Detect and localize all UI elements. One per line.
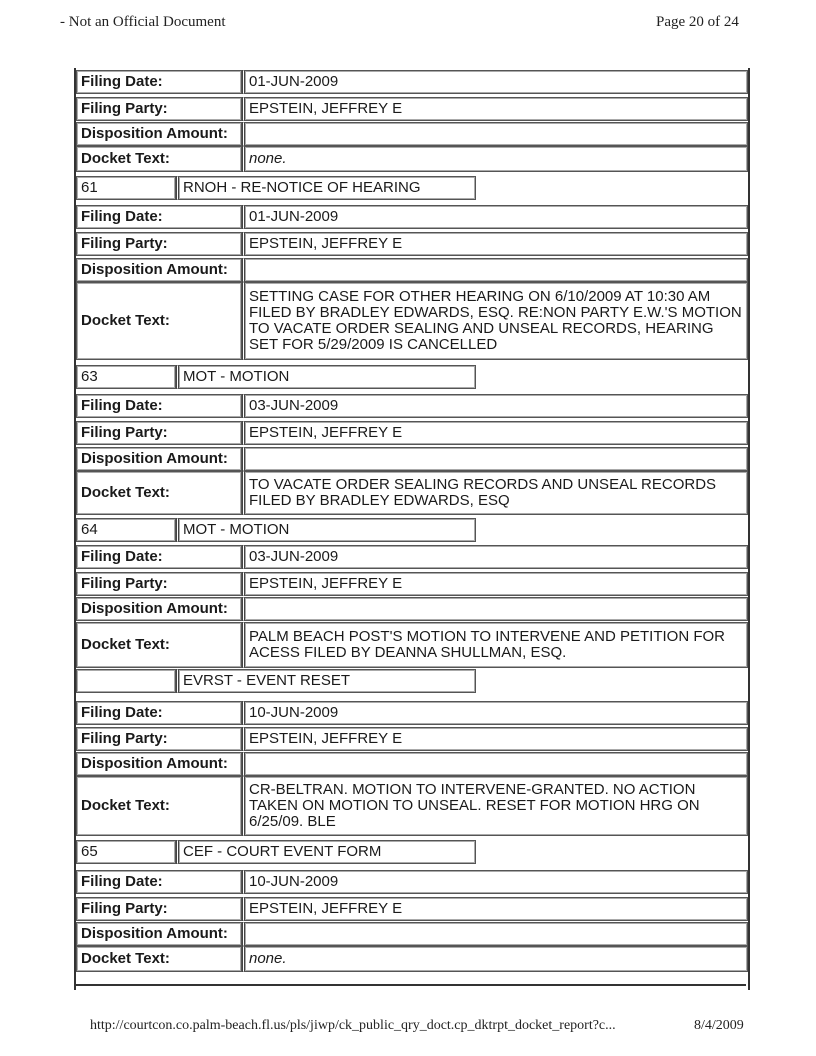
value-disposition-amount (242, 752, 748, 776)
label-filing-date: Filing Date: (76, 870, 242, 894)
page-number: Page 20 of 24 (656, 14, 739, 30)
label-disposition-amount: Disposition Amount: (76, 922, 242, 946)
value-filing-date: 01-JUN-2009 (242, 70, 748, 94)
label-filing-date: Filing Date: (76, 545, 242, 569)
label-filing-party: Filing Party: (76, 897, 242, 921)
label-filing-date: Filing Date: (76, 205, 242, 229)
value-docket-text: PALM BEACH POST'S MOTION TO INTERVENE AND PETITION FOR ACESS FILED BY DEANNA SHULLMAN, ESQ. (242, 622, 748, 668)
value-filing-date: 10-JUN-2009 (242, 701, 748, 725)
value-docket-text: SETTING CASE FOR OTHER HEARING ON 6/10/2009 AT 10:30 AM FILED BY BRADLEY EDWARDS, ESQ. RE:NON PARTY E.W.'S MOTION TO VACATE ORDER SEALING AND UNSEAL RECORDS, HEARING SET FOR 5/29/2009 IS CANCELLED (242, 282, 748, 360)
label-filing-party: Filing Party: (76, 232, 242, 256)
value-disposition-amount (242, 922, 748, 946)
value-disposition-amount (242, 258, 748, 282)
entry-number: 65 (76, 840, 176, 864)
value-filing-party: EPSTEIN, JEFFREY E (242, 727, 748, 751)
label-disposition-amount: Disposition Amount: (76, 258, 242, 282)
value-filing-party: EPSTEIN, JEFFREY E (242, 232, 748, 256)
label-docket-text: Docket Text: (76, 282, 242, 360)
value-docket-text: CR-BELTRAN. MOTION TO INTERVENE-GRANTED. NO ACTION TAKEN ON MOTION TO UNSEAL. RESET FOR MOTION HRG ON 6/25/09. BLE (242, 776, 748, 836)
header-disclaimer: - Not an Official Document (60, 14, 226, 30)
label-disposition-amount: Disposition Amount: (76, 122, 242, 146)
label-docket-text: Docket Text: (76, 622, 242, 668)
label-filing-party: Filing Party: (76, 421, 242, 445)
entry-number: 61 (76, 176, 176, 200)
entry-code: CEF - COURT EVENT FORM (176, 840, 476, 864)
value-filing-date: 03-JUN-2009 (242, 545, 748, 569)
entry-number (76, 669, 176, 693)
label-docket-text: Docket Text: (76, 146, 242, 172)
value-docket-text: none. (242, 146, 748, 172)
label-filing-party: Filing Party: (76, 727, 242, 751)
value-filing-party: EPSTEIN, JEFFREY E (242, 572, 748, 596)
value-disposition-amount (242, 122, 748, 146)
label-disposition-amount: Disposition Amount: (76, 597, 242, 621)
label-filing-party: Filing Party: (76, 572, 242, 596)
value-filing-date: 10-JUN-2009 (242, 870, 748, 894)
label-docket-text: Docket Text: (76, 946, 242, 972)
label-filing-date: Filing Date: (76, 70, 242, 94)
label-disposition-amount: Disposition Amount: (76, 752, 242, 776)
value-filing-party: EPSTEIN, JEFFREY E (242, 421, 748, 445)
value-disposition-amount (242, 597, 748, 621)
label-filing-party: Filing Party: (76, 97, 242, 121)
label-docket-text: Docket Text: (76, 776, 242, 836)
value-filing-date: 03-JUN-2009 (242, 394, 748, 418)
value-filing-party: EPSTEIN, JEFFREY E (242, 97, 748, 121)
value-filing-date: 01-JUN-2009 (242, 205, 748, 229)
value-docket-text: none. (242, 946, 748, 972)
entry-number: 63 (76, 365, 176, 389)
entry-code: MOT - MOTION (176, 518, 476, 542)
footer-date: 8/4/2009 (694, 1018, 744, 1033)
entry-code: EVRST - EVENT RESET (176, 669, 476, 693)
label-docket-text: Docket Text: (76, 471, 242, 515)
entry-code: RNOH - RE-NOTICE OF HEARING (176, 176, 476, 200)
entry-code: MOT - MOTION (176, 365, 476, 389)
label-filing-date: Filing Date: (76, 701, 242, 725)
value-filing-party: EPSTEIN, JEFFREY E (242, 897, 748, 921)
label-filing-date: Filing Date: (76, 394, 242, 418)
entry-number: 64 (76, 518, 176, 542)
table-bottom-rule (74, 984, 746, 986)
label-disposition-amount: Disposition Amount: (76, 447, 242, 471)
value-docket-text: TO VACATE ORDER SEALING RECORDS AND UNSEAL RECORDS FILED BY BRADLEY EDWARDS, ESQ (242, 471, 748, 515)
value-disposition-amount (242, 447, 748, 471)
footer-url: http://courtcon.co.palm-beach.fl.us/pls/jiwp/ck_public_qry_doct.cp_dktrpt_docket_report?c... (90, 1018, 616, 1033)
